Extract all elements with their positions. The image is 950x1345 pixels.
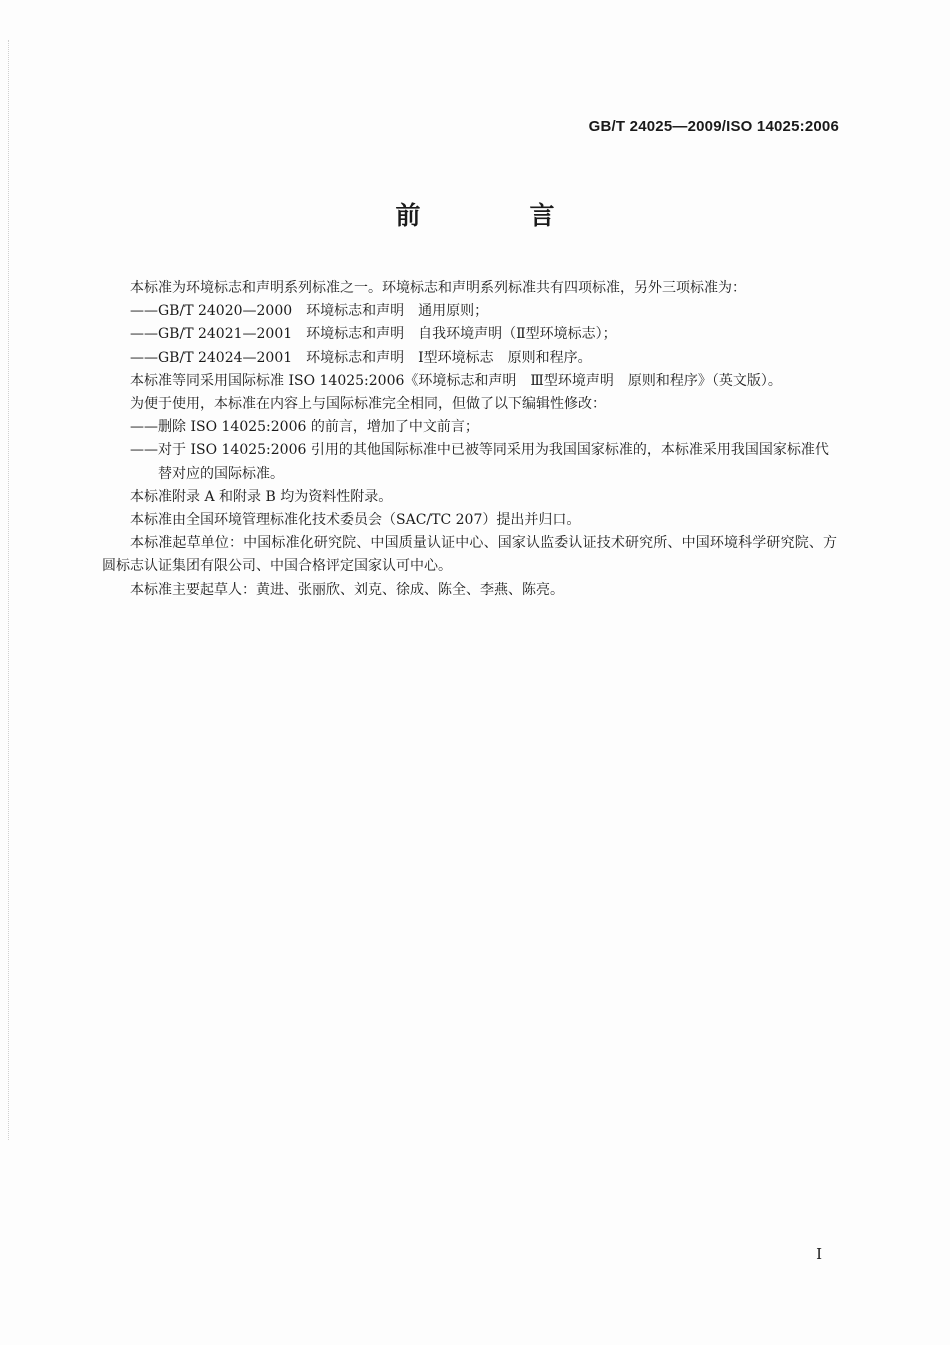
list-item: ——GB/T 24024—2001 环境标志和声明 Ⅰ型环境标志 原则和程序。 [130, 349, 592, 366]
paragraph-annex: 本标准附录 A 和附录 B 均为资料性附录。 [130, 488, 393, 505]
page-title: 前 言 [395, 201, 597, 230]
list-item: ——对于 ISO 14025:2006 引用的其他国际标准中已被等同采用为我国国家标准的，本标准采用我国国家标准代替对应的国际标准。 [130, 442, 829, 482]
page-number: Ⅰ [816, 1245, 822, 1263]
list-item: ——GB/T 24020—2000 环境标志和声明 通用原则； [130, 303, 489, 320]
paragraph-intro: 本标准为环境标志和声明系列标准之一。环境标志和声明系列标准共有四项标准，另外三项标准为： [130, 280, 746, 296]
foreword-body [102, 277, 837, 602]
paragraph-adoption: 本标准等同采用国际标准 ISO 14025:2006《环境标志和声明 Ⅲ型环境声明 原则和程序》（英文版）。 [130, 372, 782, 389]
paragraph-proposer: 本标准由全国环境管理标准化技术委员会（SAC/TC 207）提出并归口。 [130, 512, 581, 529]
list-item: ——GB/T 24021—2001 环境标志和声明 自我环境声明（Ⅱ型环境标志）； [130, 326, 617, 343]
standard-code: GB/T 24025—2009/ISO 14025:2006 [588, 118, 839, 135]
paragraph-drafters: 本标准主要起草人：黄进、张丽欣、刘克、徐成、陈全、李燕、陈亮。 [130, 581, 564, 598]
paragraph-editorial-intro: 为便于使用，本标准在内容上与国际标准完全相同，但做了以下编辑性修改： [130, 396, 606, 413]
list-item: ——删除 ISO 14025:2006 的前言，增加了中文前言； [130, 419, 479, 436]
paragraph-drafting-units: 本标准起草单位：中国标准化研究院、中国质量认证中心、国家认监委认证技术研究所、中国环境科学研究院、方圆标志认证集团有限公司、中国合格评定国家认可中心。 [102, 535, 837, 575]
